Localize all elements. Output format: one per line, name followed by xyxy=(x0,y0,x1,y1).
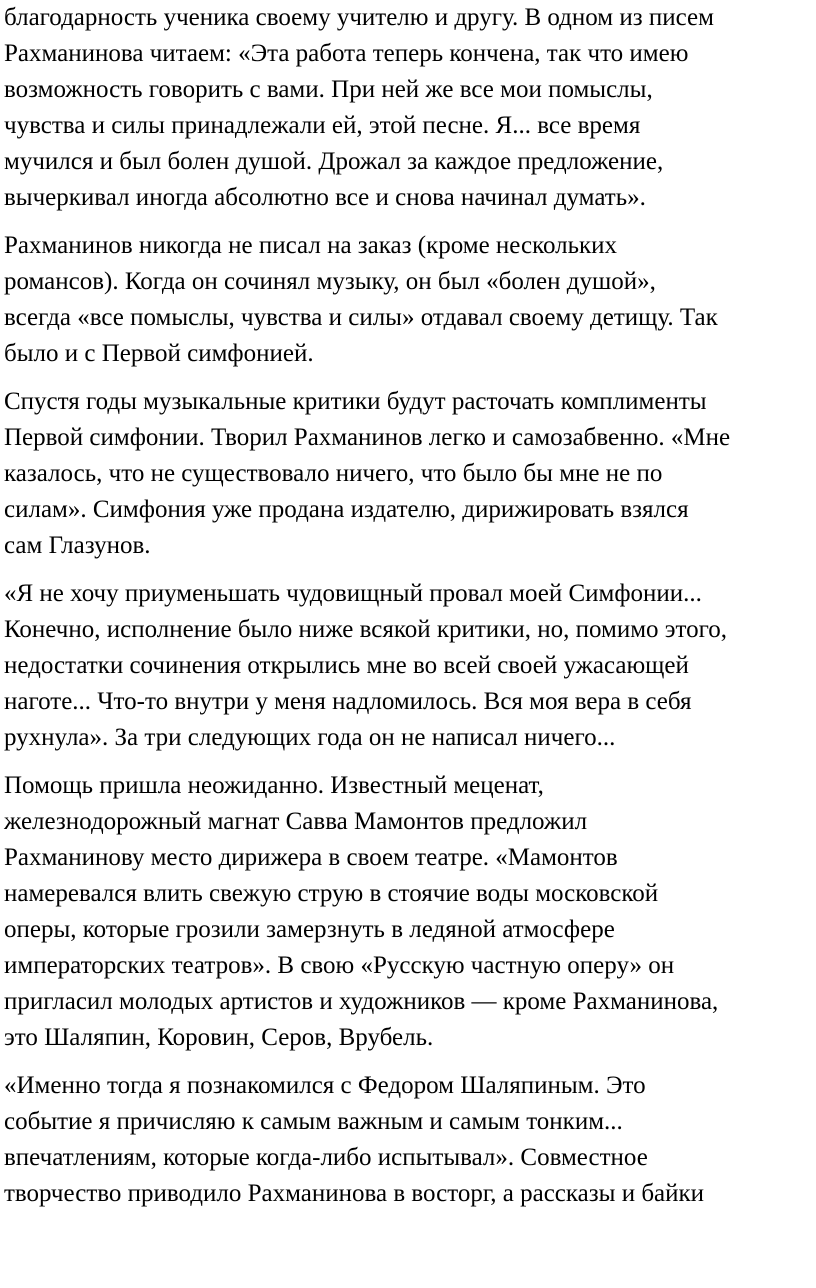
text-line: Рахманинов никогда не писал на заказ (кроме нескольких xyxy=(4,232,618,259)
paragraph-gap xyxy=(4,756,812,768)
paragraph xyxy=(4,576,812,756)
text-line: вычеркивал иногда абсолютно все и снова начинал думать». xyxy=(4,184,646,211)
text-line: это Шаляпин, Коровин, Серов, Врубель. xyxy=(4,1024,434,1051)
paragraph xyxy=(4,1068,812,1212)
paragraph xyxy=(4,768,812,1056)
paragraph-gap xyxy=(4,372,812,384)
text-line: «Именно тогда я познакомился с Федором Шаляпиным. Это xyxy=(4,1072,646,1099)
paragraph-gap xyxy=(4,564,812,576)
text-line: оперы, которые грозили замерзнуть в ледяной атмосфере xyxy=(4,916,615,943)
text-line: Помощь пришла неожиданно. Известный меценат, xyxy=(4,772,544,799)
text-line: намеревался влить свежую струю в стоячие воды московской xyxy=(4,880,659,907)
text-line: железнодорожный магнат Савва Мамонтов предложил xyxy=(4,808,588,835)
text-line: мучился и был болен душой. Дрожал за каждое предложение, xyxy=(4,148,664,175)
text-line: казалось, что не существовало ничего, что было бы мне не по xyxy=(4,460,663,487)
text-line: недостатки сочинения открылись мне во всей своей ужасающей xyxy=(4,652,689,679)
paragraph-gap xyxy=(4,1056,812,1068)
text-line: пригласил молодых артистов и художников — кроме Рахманинова, xyxy=(4,988,719,1015)
paragraph-gap xyxy=(4,216,812,228)
text-line: наготе... Что-то внутри у меня надломилось. Вся моя вера в себя xyxy=(4,688,692,715)
text-line: впечатлениям, которые когда-либо испытывал». Совместное xyxy=(4,1144,648,1171)
paragraph xyxy=(4,228,812,372)
text-line: силам». Симфония уже продана издателю, дирижировать взялся xyxy=(4,496,689,523)
text-line: событие я причисляю к самым важным и самым тонким... xyxy=(4,1108,623,1135)
text-line: благодарность ученика своему учителю и другу. В одном из писем xyxy=(4,4,714,31)
text-line: Рахманинову место дирижера в своем театре. «Мамонтов xyxy=(4,844,618,871)
text-line: чувства и силы принадлежали ей, этой песне. Я... все время xyxy=(4,112,641,139)
text-line: Конечно, исполнение было ниже всякой критики, но, помимо этого, xyxy=(4,616,727,643)
text-line: Первой симфонии. Творил Рахманинов легко и самозабвенно. «Мне xyxy=(4,424,731,451)
text-line: романсов). Когда он сочинял музыку, он был «болен душой», xyxy=(4,268,656,295)
text-line: всегда «все помыслы, чувства и силы» отдавал своему детищу. Так xyxy=(4,304,718,331)
text-line: было и с Первой симфонией. xyxy=(4,340,314,367)
text-line: творчество приводило Рахманинова в восторг, а рассказы и байки xyxy=(4,1180,705,1207)
text-line: рухнула». За три следующих года он не написал ничего... xyxy=(4,724,616,751)
text-line: Спустя годы музыкальные критики будут расточать комплименты xyxy=(4,388,707,415)
text-line: возможность говорить с вами. При ней же все мои помыслы, xyxy=(4,76,653,103)
text-line: Рахманинова читаем: «Эта работа теперь кончена, так что имею xyxy=(4,40,689,67)
text-line: сам Глазунов. xyxy=(4,532,151,559)
document-page xyxy=(4,0,812,1212)
paragraph xyxy=(4,384,812,564)
paragraph xyxy=(4,0,812,216)
text-line: «Я не хочу приуменьшать чудовищный провал моей Симфонии... xyxy=(4,580,702,607)
text-line: императорских театров». В свою «Русскую частную оперу» он xyxy=(4,952,675,979)
